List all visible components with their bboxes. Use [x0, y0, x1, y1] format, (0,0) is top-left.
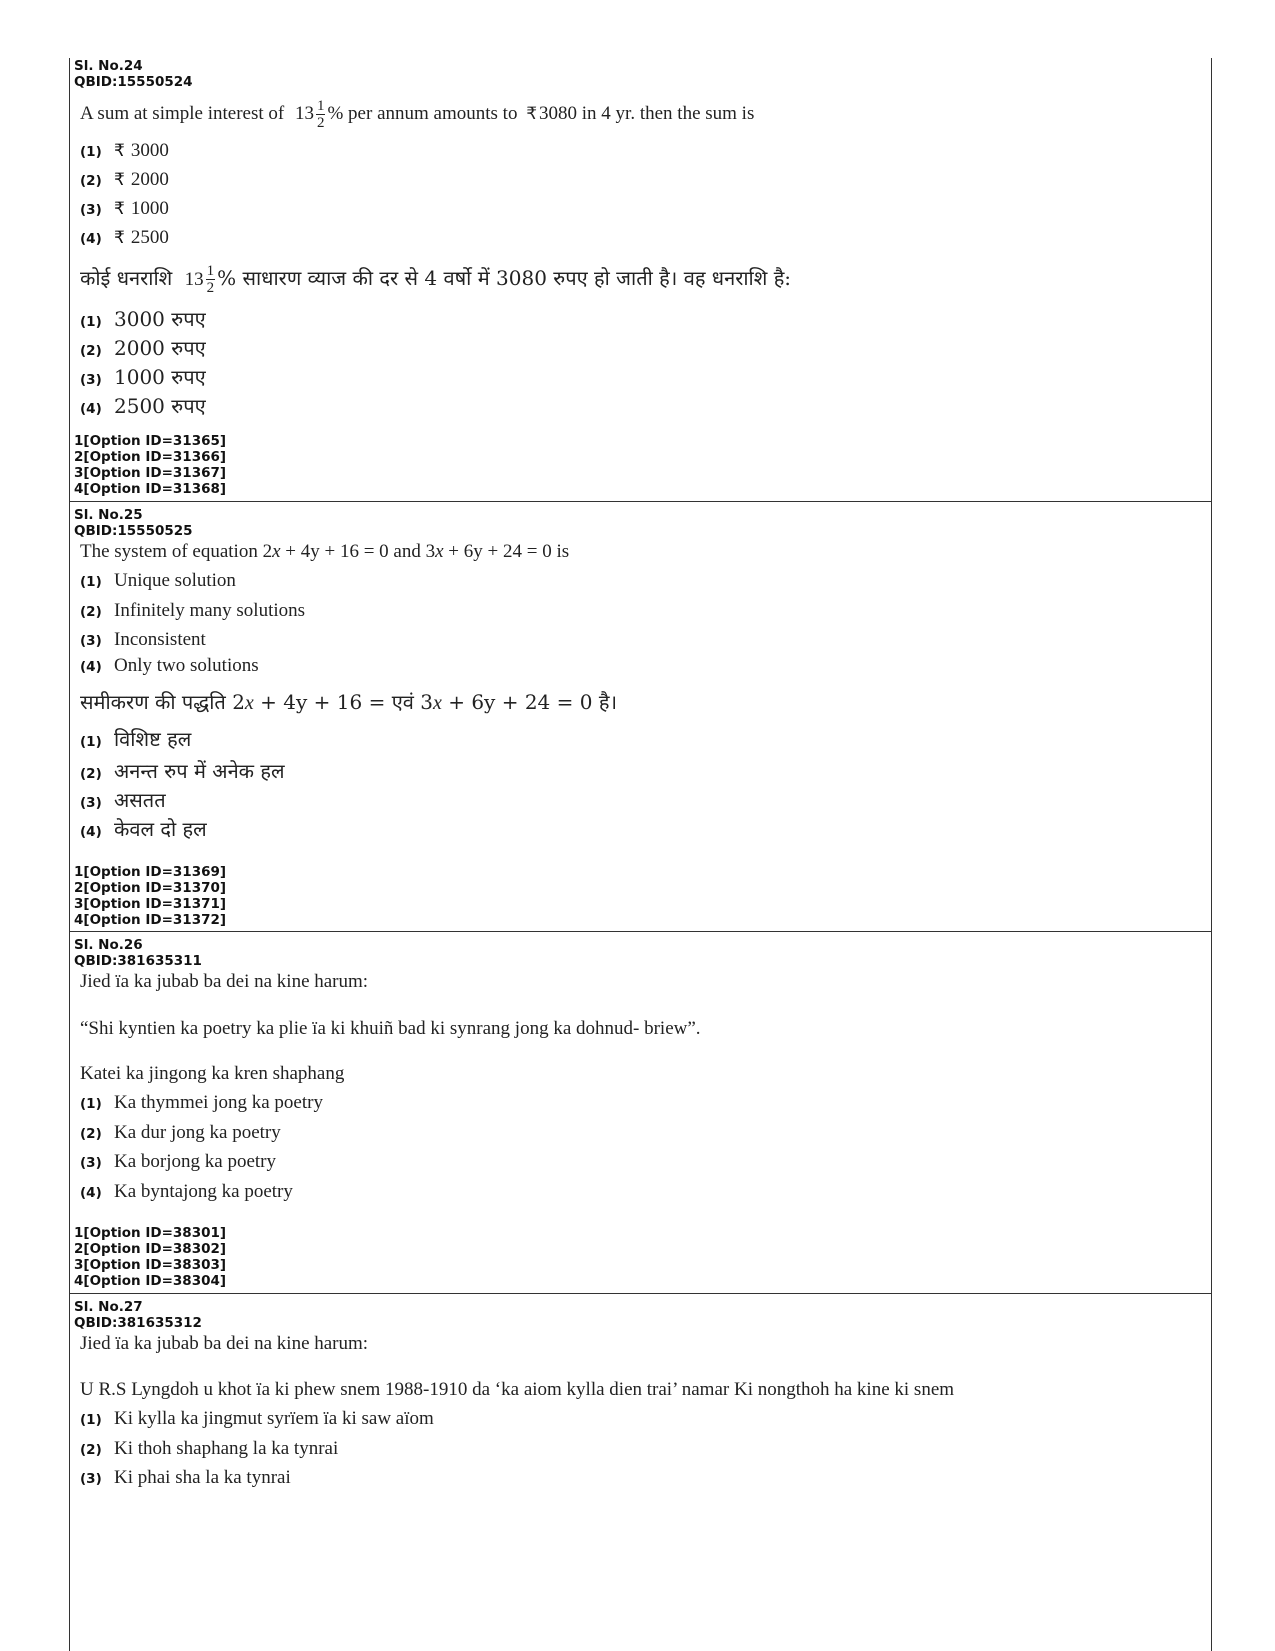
fraction: [206, 263, 216, 296]
option-id: 1[Option ID=31369]: [74, 864, 227, 880]
variable-x: x: [272, 541, 281, 562]
option-3[interactable]: [80, 1151, 276, 1173]
option-number: (4): [80, 824, 102, 840]
option-text: 2500 रुपए: [114, 394, 206, 418]
option-4-hindi[interactable]: [80, 392, 206, 419]
option-text: 3000 रुपए: [114, 307, 206, 331]
option-number: (4): [80, 1185, 102, 1201]
option-id: 1[Option ID=31365]: [74, 433, 227, 449]
question-text-hindi: [80, 263, 791, 296]
question-26: [70, 931, 1211, 1293]
option-1[interactable]: [80, 1092, 323, 1114]
question-text-english: [80, 98, 754, 131]
question-text: U R.S Lyngdoh u khot ïa ki phew snem 1988-1910 da ‘ka aiom kylla dien trai’ namar Ki nongthoh ha kine ki snem: [80, 1379, 955, 1400]
option-text: Only two solutions: [114, 655, 259, 676]
option-ids: [70, 864, 226, 928]
option-number: (1): [80, 574, 102, 590]
variable-x: x: [432, 692, 442, 714]
question-paper: [69, 58, 1212, 1651]
qbid: QBID:381635311: [74, 953, 202, 969]
option-4-hindi[interactable]: [80, 815, 207, 842]
option-number: (1): [80, 314, 102, 330]
option-number: (3): [80, 633, 102, 649]
option-text: Ki thoh shaphang la ka tynrai: [114, 1438, 339, 1459]
option-id: 3[Option ID=31371]: [74, 896, 227, 912]
option-number: (1): [80, 1096, 102, 1112]
option-number: (2): [80, 343, 102, 359]
fraction: [316, 98, 326, 131]
option-2[interactable]: [80, 1122, 281, 1144]
fraction-denominator: 2: [316, 115, 325, 131]
option-number: (2): [80, 1126, 102, 1142]
option-2[interactable]: [80, 169, 169, 191]
option-3[interactable]: [80, 1467, 291, 1489]
option-number: (4): [80, 231, 102, 247]
serial-number: Sl. No.24: [74, 58, 143, 74]
question-quote: “Shi kyntien ka poetry ka plie ïa ki khuiñ bad ki synrang jong ka dohnud- briew”.: [80, 1018, 701, 1039]
option-text: Infinitely many solutions: [114, 600, 306, 621]
question-text-part: % साधारण व्याज की दर से 4 वर्षो में 3080 रुपए हो जाती है। वह धनराशि है:: [217, 266, 792, 290]
option-number: (1): [80, 144, 102, 160]
option-text: 3000: [130, 140, 169, 161]
option-text: Ki phai sha la ka tynrai: [114, 1467, 291, 1488]
option-number: (2): [80, 604, 102, 620]
option-1[interactable]: [80, 140, 169, 162]
option-2[interactable]: [80, 600, 305, 622]
option-1[interactable]: [80, 570, 236, 592]
option-text: Inconsistent: [114, 629, 206, 650]
mixed-number-whole: 13: [184, 269, 204, 290]
mixed-number-whole: 13: [294, 102, 314, 124]
question-text-part: कोई धनराशि: [80, 266, 173, 290]
option-number: (1): [80, 734, 102, 750]
fraction-denominator: 2: [206, 280, 215, 296]
rupee-icon: ₹: [114, 228, 125, 248]
question-text-part: % per annum amounts to: [327, 102, 518, 124]
question-text-english: [80, 540, 569, 564]
option-text: 1000: [130, 198, 169, 219]
option-id: 3[Option ID=38303]: [74, 1257, 227, 1273]
option-number: (2): [80, 766, 102, 782]
option-3-hindi[interactable]: [80, 786, 166, 813]
option-id: 2[Option ID=31366]: [74, 449, 227, 465]
option-4[interactable]: [80, 655, 259, 677]
question-prompt: Katei ka jingong ka kren shaphang: [80, 1063, 345, 1084]
option-4[interactable]: [80, 227, 169, 249]
question-text-part: + 6y + 24 = 0 is: [443, 541, 570, 562]
option-text: 2000 रुपए: [114, 336, 206, 360]
option-text: 2000: [130, 169, 169, 190]
question-instruction: Jied ïa ka jubab ba dei na kine harum:: [80, 1333, 369, 1354]
question-text-part: 3080 in 4 yr. then the sum is: [539, 102, 755, 124]
option-number: (2): [80, 173, 102, 189]
rupee-icon: ₹: [114, 170, 125, 190]
option-1-hindi[interactable]: [80, 725, 191, 752]
option-text: 2500: [130, 227, 169, 248]
option-text: अनन्त रुप में अनेक हल: [114, 759, 285, 783]
option-3[interactable]: [80, 629, 206, 651]
option-ids: [70, 1225, 226, 1289]
question-24: [70, 58, 1211, 501]
option-number: (1): [80, 1412, 102, 1428]
option-4[interactable]: [80, 1181, 293, 1203]
option-text: Ka borjong ka poetry: [114, 1151, 276, 1172]
question-text-part: + 4y + 16 = 0 and 3: [280, 541, 436, 562]
question-25: [70, 501, 1211, 931]
option-number: (2): [80, 1442, 102, 1458]
variable-x: x: [244, 692, 254, 714]
question-text-hindi: [80, 690, 617, 715]
rupee-icon: ₹: [526, 103, 538, 124]
option-text: 1000 रुपए: [114, 365, 206, 389]
option-3-hindi[interactable]: [80, 363, 206, 390]
option-1[interactable]: [80, 1408, 434, 1430]
option-1-hindi[interactable]: [80, 305, 206, 332]
option-3[interactable]: [80, 198, 169, 220]
option-2[interactable]: [80, 1438, 338, 1460]
option-number: (4): [80, 659, 102, 675]
question-text-part: + 4y + 16 = एवं 3: [253, 690, 433, 714]
option-id: 3[Option ID=31367]: [74, 465, 227, 481]
question-text-part: समीकरण की पद्धति 2: [80, 690, 245, 714]
question-text-part: The system of equation 2: [80, 541, 273, 562]
qbid: QBID:15550525: [74, 523, 193, 539]
fraction-numerator: 1: [206, 263, 215, 279]
serial-number: Sl. No.25: [74, 507, 143, 523]
option-2-hindi[interactable]: [80, 334, 206, 361]
option-text: Ka dur jong ka poetry: [114, 1122, 281, 1143]
option-text: Ka byntajong ka poetry: [114, 1181, 293, 1202]
serial-number: Sl. No.26: [74, 937, 143, 953]
option-id: 2[Option ID=38302]: [74, 1241, 227, 1257]
option-id: 1[Option ID=38301]: [74, 1225, 227, 1241]
fraction-numerator: 1: [316, 98, 325, 114]
option-id: 4[Option ID=31372]: [74, 912, 227, 928]
option-ids: [70, 433, 226, 497]
question-instruction: Jied ïa ka jubab ba dei na kine harum:: [80, 971, 369, 992]
option-id: 4[Option ID=31368]: [74, 481, 227, 497]
serial-number: Sl. No.27: [74, 1299, 143, 1315]
question-27: [70, 1293, 1211, 1651]
question-text-part: + 6y + 24 = 0 है।: [441, 690, 618, 714]
option-text: विशिष्ट हल: [114, 727, 192, 751]
option-id: 4[Option ID=38304]: [74, 1273, 227, 1289]
option-number: (4): [80, 401, 102, 417]
qbid: QBID:381635312: [74, 1315, 202, 1331]
option-number: (3): [80, 1155, 102, 1171]
option-number: (3): [80, 1471, 102, 1487]
option-id: 2[Option ID=31370]: [74, 880, 227, 896]
option-text: असतत: [114, 788, 166, 812]
option-number: (3): [80, 202, 102, 218]
variable-x: x: [435, 541, 444, 562]
option-number: (3): [80, 372, 102, 388]
option-text: Unique solution: [114, 570, 236, 591]
rupee-icon: ₹: [114, 141, 125, 161]
rupee-icon: ₹: [114, 199, 125, 219]
option-2-hindi[interactable]: [80, 757, 285, 784]
question-text-part: A sum at simple interest of: [80, 102, 285, 124]
option-text: Ki kylla ka jingmut syrïem ïa ki saw aïom: [114, 1408, 434, 1429]
qbid: QBID:15550524: [74, 74, 193, 90]
option-number: (3): [80, 795, 102, 811]
option-text: केवल दो हल: [114, 817, 207, 841]
option-text: Ka thymmei jong ka poetry: [114, 1092, 323, 1113]
